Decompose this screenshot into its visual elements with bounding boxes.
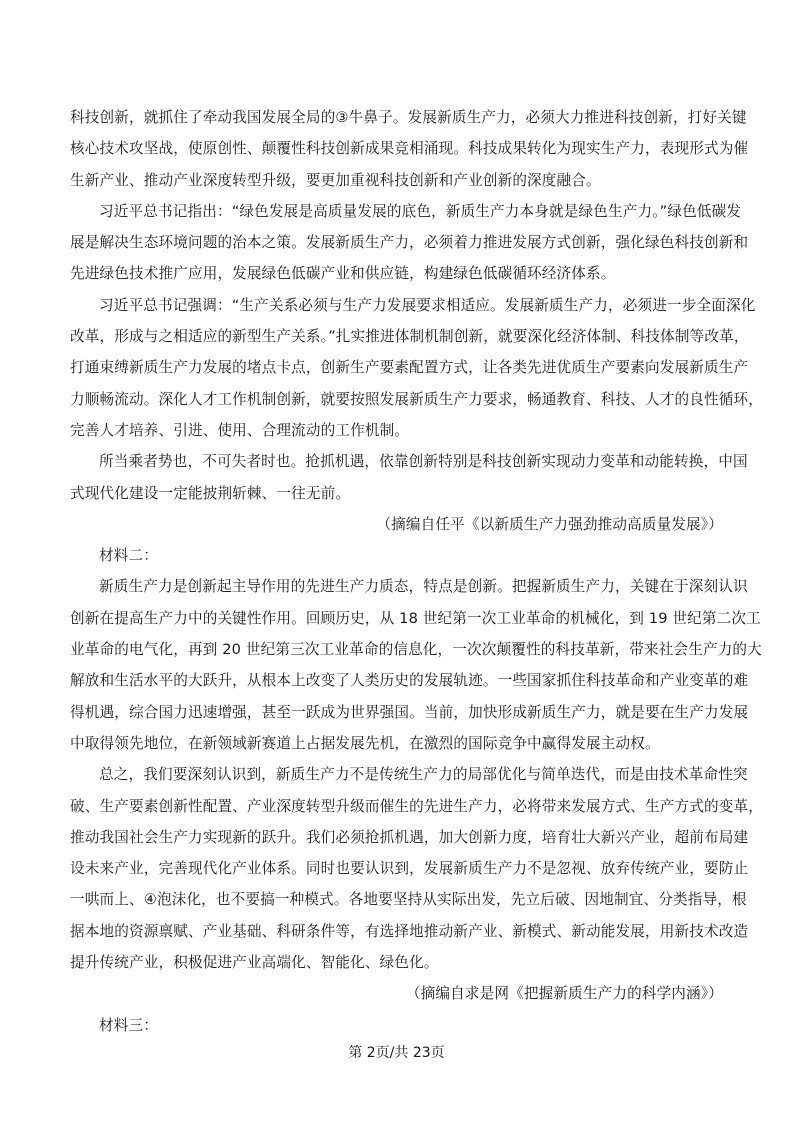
document-body	[70, 102, 763, 1041]
section-heading: 材料三：	[99, 1016, 158, 1034]
text-line: 科技创新，就抓住了牵动我国发展全局的③牛鼻子。发展新质生产力，必须大力推进科技创新，打好关键	[70, 109, 747, 126]
text-line: 式现代化建设一定能披荆斩棘、一往无前。	[70, 484, 351, 502]
text-line: 所当乘者势也，不可失者时也。抢抓机遇，依靠创新特别是科技创新实现动力变革和动能转换，中国	[99, 453, 748, 471]
text-line: 展是解决生态环境问题的治本之策。发展新质生产力，必须着力推进发展方式创新，强化绿色科技创新和	[70, 234, 749, 252]
page-footer: 第 2页/共 23页	[348, 1045, 445, 1061]
text-line: 中取得领先地位，在新领域新赛道上占据发展先机，在激烈的国际竞争中赢得发展主动权。	[70, 734, 660, 752]
text-line: 一哄而上、④泡沫化，也不要搞一种模式。各地要坚持从实际出发，先立后破、因地制宜、分类指导，根	[70, 891, 747, 909]
text-line: 习近平总书记强调：“生产关系必须与生产力发展要求相适应。发展新质生产力，必须进一步全面深化	[99, 296, 756, 314]
text-line: 提升传统产业，积极促进产业高端化、智能化、绿色化。	[70, 954, 439, 972]
text-line: 业革命的电气化，再到 20 世纪第三次工业革命的信息化，一次次颠覆性的科技革新，带来社会生产力的大	[70, 641, 762, 659]
source-citation: （摘编自任平《以新质生产力强劲推动高质量发展》）	[376, 515, 723, 533]
text-line: 先进绿色技术推广应用，发展绿色低碳产业和供应链，构建绿色低碳循环经济体系。	[70, 265, 616, 283]
text-line: 解放和生活水平的大跃升，从根本上改变了人类历史的发展轨迹。一些国家抓住科技革命和产业变革的难	[70, 672, 749, 690]
text-line: 总之，我们要深刻认识到，新质生产力不是传统生产力的局部优化与简单迭代，而是由技术革命性突	[99, 766, 748, 784]
text-line: 习近平总书记指出：“绿色发展是高质量发展的底色，新质生产力本身就是绿色生产力。”绿色低碳发	[99, 202, 742, 220]
text-line: 核心技术攻坚战，使原创性、颠覆性科技创新成果竞相涌现。科技成果转化为现实生产力，表现形式为催	[70, 140, 749, 158]
text-line: 创新在提高生产力中的关键性作用。回顾历史，从 18 世纪第一次工业革命的机械化，到 19 世纪第二次工	[70, 609, 761, 627]
source-citation: （摘编自求是网《把握新质生产力的科学内涵》）	[405, 985, 723, 1003]
text-line: 生新产业、推动产业深度转型升级，要更加重视科技创新和产业创新的深度融合。	[70, 171, 601, 189]
text-line: 据本地的资源禀赋、产业基础、科研条件等，有选择地推动新产业、新模式、新动能发展，用新技术改造	[70, 922, 749, 940]
section-heading: 材料二：	[99, 547, 158, 565]
text-line: 设未来产业，完善现代化产业体系。同时也要认识到，发展新质生产力不是忽视、放弃传统产业，要防止	[70, 860, 749, 878]
text-line: 完善人才培养、引进、使用、合理流动的工作机制。	[70, 421, 410, 439]
text-line: 改革，形成与之相适应的新型生产关系。”扎实推进体制机制创新，就要深化经济体制、科技体制等改革，	[70, 328, 749, 346]
text-line: 破、生产要素创新性配置、产业深度转型升级而催生的先进生产力，必将带来发展方式、生产方式的变革，	[70, 797, 763, 815]
text-line: 打通束缚新质生产力发展的堵点卡点，创新生产要素配置方式，让各类先进优质生产要素向发展新质生产	[70, 359, 749, 377]
text-line: 力顺畅流动。深化人才工作机制创新，就要按照发展新质生产力要求，畅通教育、科技、人才的良性循环，	[70, 390, 763, 408]
text-line: 新质生产力是创新起主导作用的先进生产力质态，特点是创新。把握新质生产力，关键在于深刻认识	[99, 578, 748, 596]
text-line: 推动我国社会生产力实现新的跃升。我们必须抢抓机遇，加大创新力度，培育壮大新兴产业，超前布局建	[70, 828, 749, 846]
text-line: 得机遇，综合国力迅速增强，甚至一跃成为世界强国。当前，加快形成新质生产力，就是要在生产力发展	[70, 703, 749, 721]
